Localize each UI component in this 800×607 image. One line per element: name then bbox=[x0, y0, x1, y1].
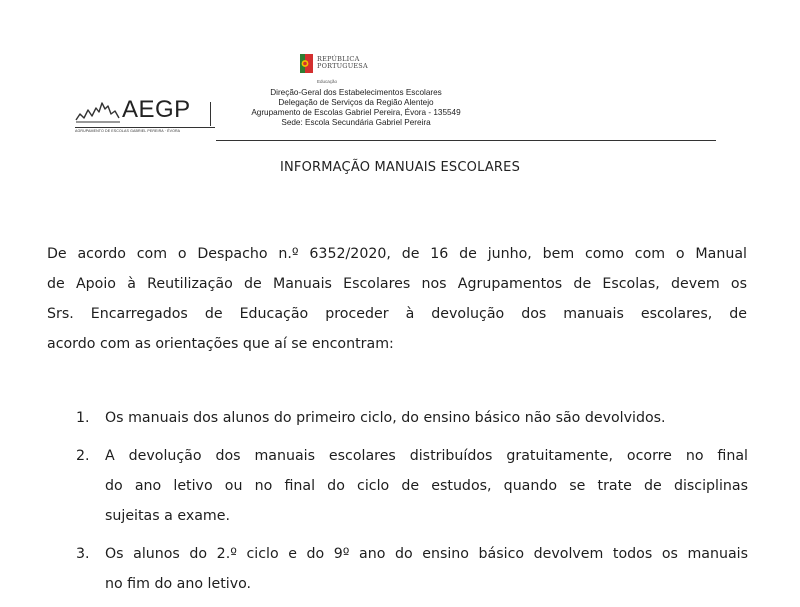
org-line: Agrupamento de Escolas Gabriel Pereira, Évora - 135549 bbox=[251, 108, 461, 117]
republica-line: REPÚBLICA bbox=[317, 55, 360, 63]
intro-line: Srs. Encarregados de Educação proceder à devolução dos manuais escolares, de bbox=[47, 306, 747, 322]
organization-block bbox=[216, 88, 496, 128]
republica-portuguesa-label bbox=[317, 56, 368, 70]
org-line: Direção-Geral dos Estabelecimentos Escolares bbox=[270, 88, 442, 97]
republica-portuguesa-emblem bbox=[300, 52, 420, 92]
aegp-logo bbox=[70, 94, 215, 132]
intro-paragraph bbox=[47, 239, 747, 359]
org-line: Delegação de Serviços da Região Alentejo bbox=[278, 98, 434, 107]
list-item bbox=[76, 403, 748, 433]
document-title: INFORMAÇÃO MANUAIS ESCOLARES bbox=[279, 160, 521, 175]
list-item-line: Os alunos do 2.º ciclo e do 9º ano do ensino básico devolvem todos os manuais bbox=[105, 546, 748, 562]
logo-wordmark: AEGP bbox=[122, 96, 191, 123]
list-item bbox=[76, 539, 748, 599]
logo-caption: AGRUPAMENTO DE ESCOLAS GABRIEL PEREIRA · ÉVORA bbox=[75, 127, 215, 133]
list-item-number: 1. bbox=[76, 410, 90, 426]
instructions-list bbox=[76, 403, 748, 607]
intro-line: de Apoio à Reutilização de Manuais Escolares nos Agrupamentos de Escolas, devem os bbox=[47, 276, 747, 292]
list-item-number: 2. bbox=[76, 448, 90, 464]
skyline-icon bbox=[75, 100, 121, 124]
list-item-number: 3. bbox=[76, 546, 90, 562]
header-divider bbox=[216, 140, 716, 141]
list-item-line: A devolução dos manuais escolares distribuídos gratuitamente, ocorre no final bbox=[105, 448, 748, 464]
org-line: Sede: Escola Secundária Gabriel Pereira bbox=[281, 118, 431, 127]
portugal-flag-icon bbox=[300, 54, 313, 73]
educacao-label: Educação bbox=[317, 79, 338, 84]
portuguesa-line: PORTUGUESA bbox=[317, 62, 368, 70]
list-item bbox=[76, 441, 748, 531]
letterhead bbox=[70, 52, 650, 142]
intro-line: De acordo com o Despacho n.º 6352/2020, de 16 de junho, bem como com o Manual bbox=[47, 246, 747, 262]
list-item-line: no fim do ano letivo. bbox=[105, 576, 252, 592]
intro-line: acordo com as orientações que aí se encontram: bbox=[47, 336, 394, 352]
list-item-line: sujeitas a exame. bbox=[105, 508, 230, 524]
list-item-line: Os manuais dos alunos do primeiro ciclo, do ensino básico não são devolvidos. bbox=[105, 410, 666, 426]
list-item-line: do ano letivo ou no final do ciclo de estudos, quando se trate de disciplinas bbox=[105, 478, 748, 494]
